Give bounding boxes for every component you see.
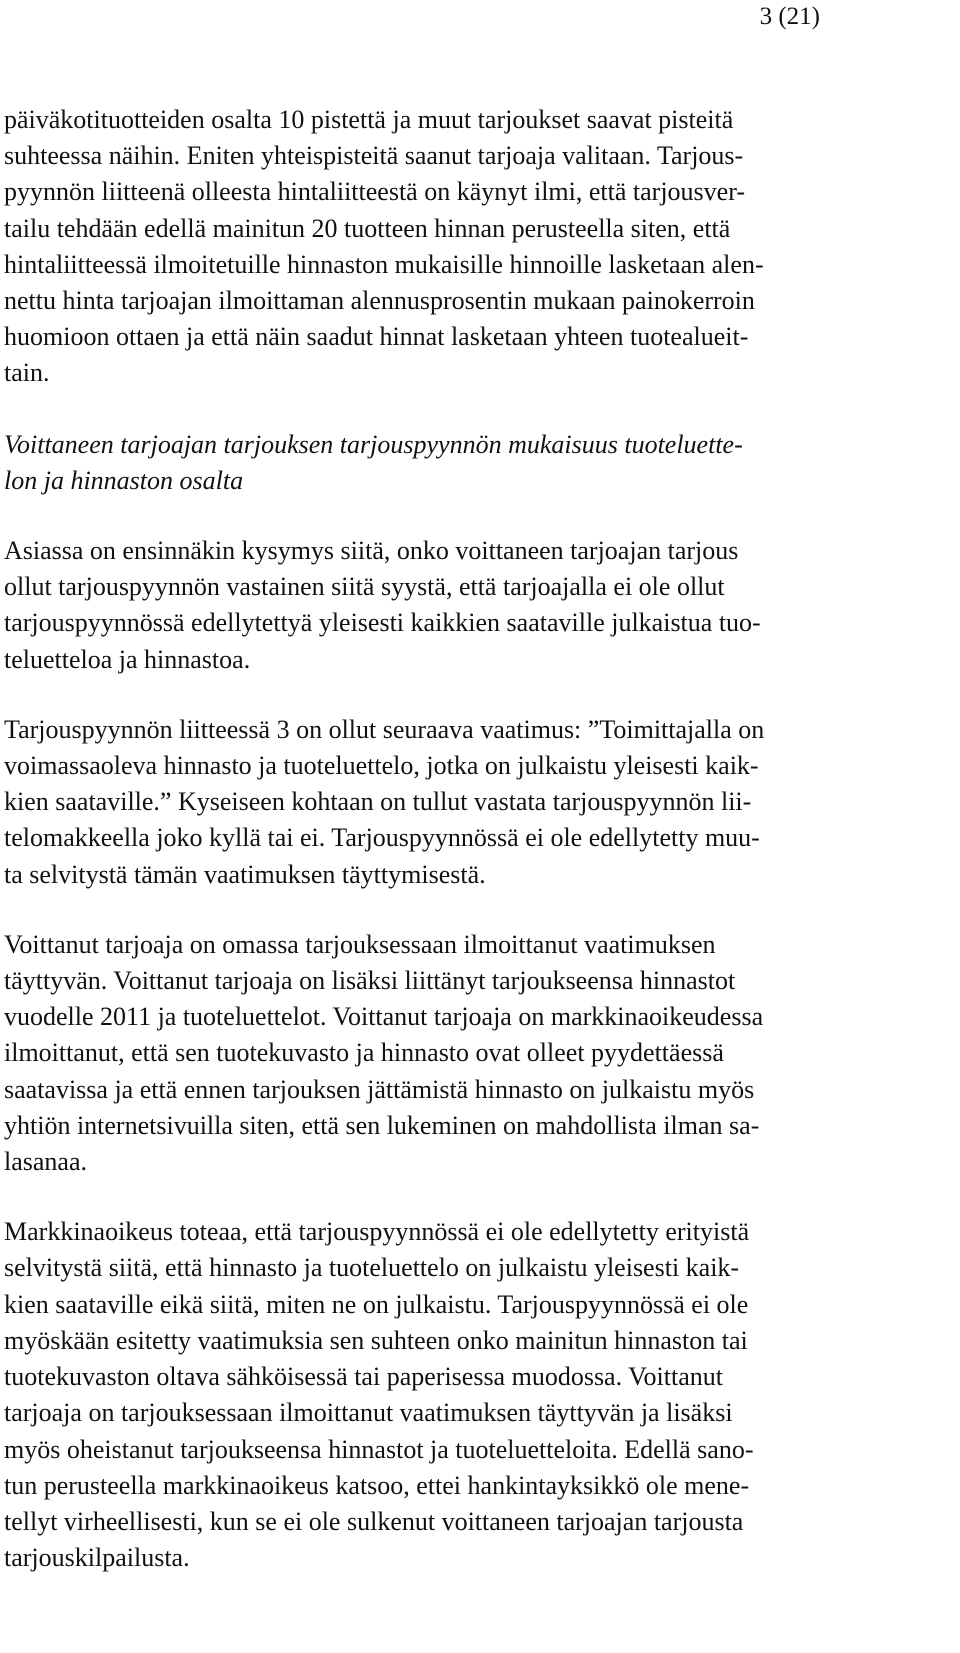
- text-line: tarjoaja on tarjouksessaan ilmoittanut vaatimuksen täyttyvän ja lisäksi: [4, 1398, 733, 1428]
- text-line: ollut tarjouspyynnön vastainen siitä syystä, että tarjoajalla ei ole ollut: [4, 572, 725, 602]
- text-line: yhtiön internetsivuilla siten, että sen lukeminen on mahdollista ilman sa-: [4, 1110, 760, 1140]
- paragraph-winning-bidder: [4, 927, 956, 1180]
- text-line: hintaliitteessä ilmoitetuille hinnaston mukaisille hinnoille lasketaan alen-: [4, 249, 764, 279]
- text-line: tain.: [4, 358, 50, 388]
- paragraph-scoring: [4, 102, 956, 392]
- text-line: lasanaa.: [4, 1147, 88, 1177]
- page-number: 3 (21): [759, 3, 820, 30]
- text-line: Markkinaoikeus toteaa, että tarjouspyynnössä ei ole edellytetty erityistä: [4, 1217, 750, 1247]
- section-heading: [4, 427, 956, 499]
- text-line: suhteessa näihin. Eniten yhteispisteitä saanut tarjoaja valitaan. Tarjous-: [4, 141, 744, 171]
- text-line: voimassaoleva hinnasto ja tuoteluettelo, jotka on julkaistu yleisesti kaik-: [4, 751, 759, 781]
- paragraph-requirement: [4, 712, 956, 893]
- text-line: tailu tehdään edellä mainitun 20 tuotteen hinnan perusteella siten, että: [4, 213, 731, 243]
- text-line: huomioon ottaen ja että näin saadut hinnat lasketaan yhteen tuotealueit-: [4, 322, 749, 352]
- text-line: Tarjouspyynnön liitteessä 3 on ollut seuraava vaatimus: ”Toimittajalla on: [4, 714, 765, 744]
- text-line: selvitystä siitä, että hinnasto ja tuoteluettelo on julkaistu yleisesti kaik-: [4, 1253, 740, 1283]
- text-line: tellyt virheellisesti, kun se ei ole sulkenut voittaneen tarjoajan tarjousta: [4, 1506, 744, 1536]
- text-line: täyttyvän. Voittanut tarjoaja on lisäksi liittänyt tarjoukseensa hinnastot: [4, 966, 736, 996]
- text-line: teluetteloa ja hinnastoa.: [4, 644, 251, 674]
- heading-line: Voittaneen tarjoajan tarjouksen tarjouspyynnön mukaisuus tuoteluette-: [4, 429, 743, 459]
- text-line: tarjouspyynnössä edellytettyä yleisesti kaikkien saataville julkaistua tuo-: [4, 608, 761, 638]
- text-line: päiväkotituotteiden osalta 10 pistettä ja muut tarjoukset saavat pisteitä: [4, 105, 734, 134]
- text-line: ilmoittanut, että sen tuotekuvasto ja hinnasto ovat olleet pyydettäessä: [4, 1038, 724, 1068]
- text-line: vuodelle 2011 ja tuoteluettelot. Voittanut tarjoaja on markkinaoikeudessa: [4, 1002, 764, 1032]
- text-line: Asiassa on ensinnäkin kysymys siitä, onko voittaneen tarjoajan tarjous: [4, 536, 739, 566]
- paragraph-question: [4, 533, 956, 678]
- text-line: kien saataville.” Kyseiseen kohtaan on tullut vastata tarjouspyynnön lii-: [4, 787, 752, 817]
- text-line: tuotekuvaston oltava sähköisessä tai paperisessa muodossa. Voittanut: [4, 1362, 723, 1392]
- text-line: Voittanut tarjoaja on omassa tarjouksessaan ilmoittanut vaatimuksen: [4, 929, 716, 959]
- heading-line: lon ja hinnaston osalta: [4, 465, 244, 495]
- text-line: telomakkeella joko kyllä tai ei. Tarjouspyynnössä ei ole edellytetty muu-: [4, 823, 760, 853]
- text-line: tun perusteella markkinaoikeus katsoo, ettei hankintayksikkö ole mene-: [4, 1470, 750, 1500]
- text-line: nettu hinta tarjoajan ilmoittaman alennusprosentin mukaan painokerroin: [4, 286, 755, 316]
- text-line: kien saataville eikä siitä, miten ne on julkaistu. Tarjouspyynnössä ei ole: [4, 1289, 749, 1319]
- text-line: myös oheistanut tarjoukseensa hinnastot ja tuoteluetteloita. Edellä sano-: [4, 1434, 754, 1464]
- text-line: pyynnön liitteenä olleesta hintaliitteestä on käynyt ilmi, että tarjousver-: [4, 177, 745, 207]
- text-line: myöskään esitetty vaatimuksia sen suhteen onko mainitun hinnaston tai: [4, 1325, 748, 1355]
- text-line: saatavissa ja että ennen tarjouksen jättämistä hinnasto on julkaistu myös: [4, 1074, 755, 1104]
- document-body: [4, 102, 956, 1576]
- paragraph-court-finding: [4, 1214, 956, 1576]
- text-line: tarjouskilpailusta.: [4, 1543, 190, 1573]
- text-line: ta selvitystä tämän vaatimuksen täyttymisestä.: [4, 859, 486, 889]
